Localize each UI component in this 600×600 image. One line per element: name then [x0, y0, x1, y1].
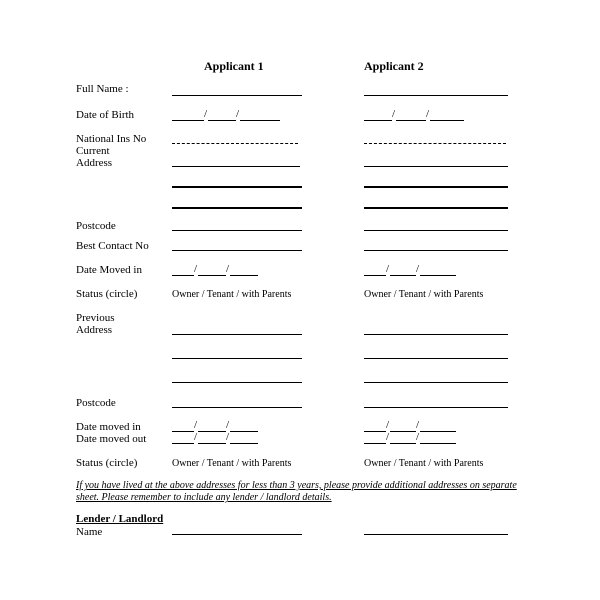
address-history-note: If you have lived at the above addresses for less than 3 years, please provide additional addresses on separate sheet. Please remember to include any lender / landlord details.: [76, 480, 517, 503]
national-ins-field-applicant-2[interactable]: [364, 143, 506, 144]
current-address-line-1-applicant-2[interactable]: [364, 166, 508, 167]
current-address-line-3-applicant-1[interactable]: [172, 207, 302, 209]
status-2-options-applicant-1[interactable]: Owner / Tenant / with Parents: [172, 458, 292, 469]
previous-postcode-field-applicant-1[interactable]: [172, 407, 302, 408]
previous-address-line-1-applicant-1[interactable]: [172, 334, 302, 335]
national-ins-label: National Ins No: [76, 133, 147, 145]
current-address-line-1-applicant-1[interactable]: [172, 166, 300, 167]
previous-postcode-label: Postcode: [76, 397, 116, 409]
applicant-1-header: Applicant 1: [204, 59, 264, 73]
previous-address-line-2-applicant-1[interactable]: [172, 358, 302, 359]
status-2-options-applicant-2[interactable]: Owner / Tenant / with Parents: [364, 458, 484, 469]
previous-label: Previous: [76, 312, 115, 324]
best-contact-label: Best Contact No: [76, 240, 149, 252]
national-ins-field-applicant-1[interactable]: [172, 143, 298, 144]
status-2-label: Status (circle): [76, 457, 138, 469]
full-name-field-applicant-2[interactable]: [364, 95, 508, 96]
current-label: Current: [76, 145, 110, 157]
lender-name-field-applicant-1[interactable]: [172, 534, 302, 535]
lender-name-field-applicant-2[interactable]: [364, 534, 508, 535]
status-options-applicant-2[interactable]: Owner / Tenant / with Parents: [364, 289, 484, 300]
address-label: Address: [76, 157, 113, 169]
current-address-line-2-applicant-2[interactable]: [364, 186, 508, 188]
status-label: Status (circle): [76, 288, 138, 300]
date-moved-out-label: Date moved out: [76, 433, 147, 445]
status-options-applicant-1[interactable]: Owner / Tenant / with Parents: [172, 289, 292, 300]
lender-landlord-title: Lender / Landlord: [76, 513, 164, 525]
dob-label: Date of Birth: [76, 109, 135, 121]
previous-address-line-2-applicant-2[interactable]: [364, 358, 508, 359]
postcode-field-applicant-2[interactable]: [364, 230, 508, 231]
postcode-label: Postcode: [76, 220, 116, 232]
previous-address-line-3-applicant-1[interactable]: [172, 382, 302, 383]
application-form: Applicant 1 Applicant 2 Full Name : Date of Birth / / / / National Ins No Current Address Postcode Best Contact No Date Moved in / / / / Status (circle) Owner / Tenant / with Parents Owner / Tenant / with Parents Previous Address Postcode Date moved in Date moved out / / / / / / / / Status (circle) Owner / Tenant / with Parents Owner / Tenant / with Parents If you have lived at the above addresses for less than 3 years, please provide additional addresses on separate sheet. Please remember to include any lender / landlord details. Lender / Landlord Name: [0, 0, 600, 600]
best-contact-field-applicant-2[interactable]: [364, 250, 508, 251]
full-name-field-applicant-1[interactable]: [172, 95, 302, 96]
previous-postcode-field-applicant-2[interactable]: [364, 407, 508, 408]
previous-address-line-3-applicant-2[interactable]: [364, 382, 508, 383]
current-address-line-3-applicant-2[interactable]: [364, 207, 508, 209]
date-moved-in-label: Date Moved in: [76, 264, 142, 276]
applicant-2-header: Applicant 2: [364, 59, 424, 73]
previous-address-label: Address: [76, 324, 113, 336]
postcode-field-applicant-1[interactable]: [172, 230, 302, 231]
current-address-line-2-applicant-1[interactable]: [172, 186, 302, 188]
date-moved-in-2-label: Date moved in: [76, 421, 141, 433]
best-contact-field-applicant-1[interactable]: [172, 250, 302, 251]
previous-address-line-1-applicant-2[interactable]: [364, 334, 508, 335]
full-name-label: Full Name :: [76, 83, 129, 95]
lender-name-label: Name: [76, 526, 103, 538]
